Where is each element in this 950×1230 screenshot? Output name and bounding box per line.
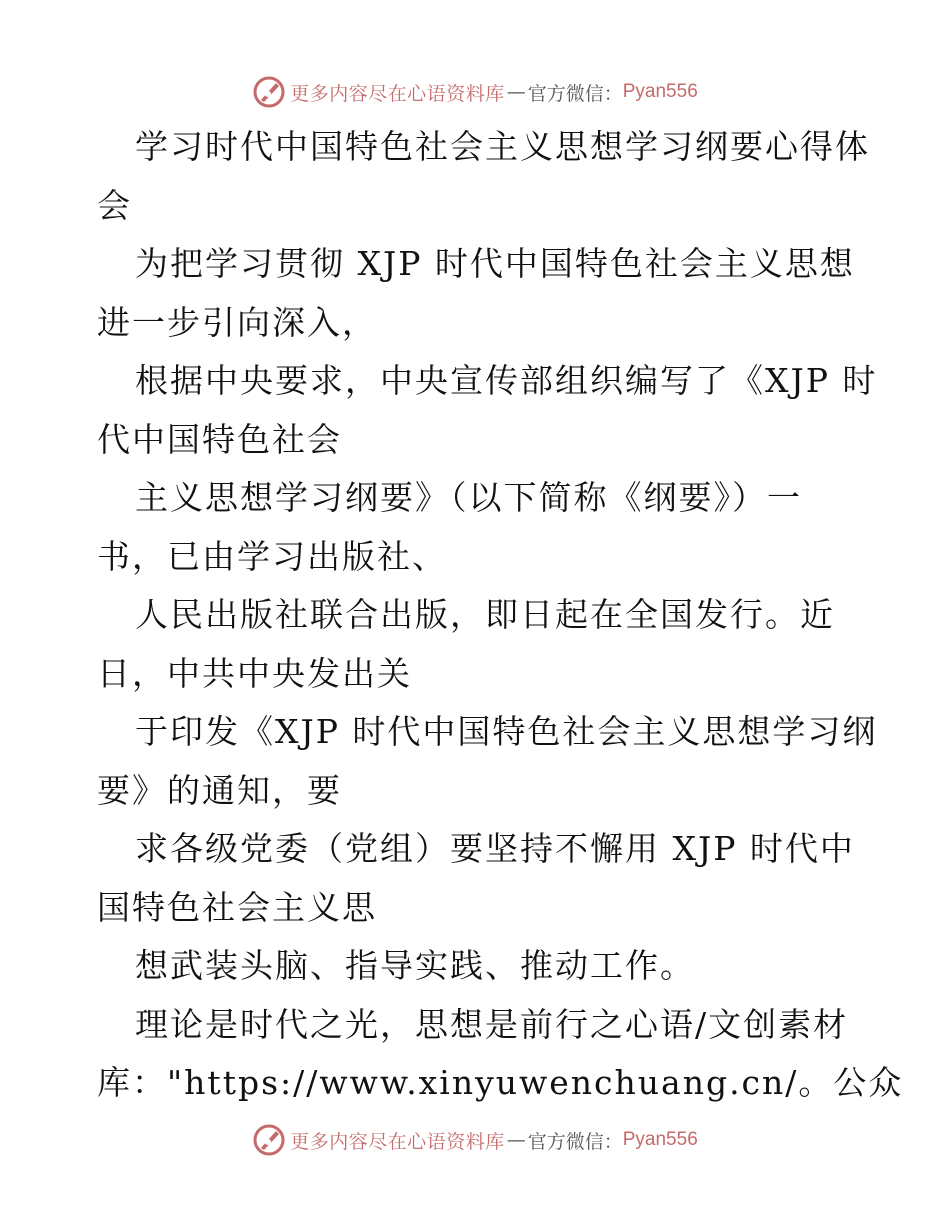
watermark-label: 官方微信： <box>527 1130 623 1153</box>
paragraph-line: 日，中共中央发出关 <box>97 653 412 693</box>
watermark-separator: — <box>506 1129 526 1151</box>
paragraph-line: 想武装头脑、指导实践、推动工作。 <box>135 946 695 985</box>
paragraph-line: 学习时代中国特色社会主义思想学习纲要心得体 <box>135 127 870 166</box>
footer-watermark <box>0 1120 950 1160</box>
quill-logo-icon <box>252 1123 286 1157</box>
paragraph-line: 库："https://www.xinyuwenchuang.cn/。公众 <box>97 1063 904 1102</box>
watermark-brand: 更多内容尽在心语资料库 <box>290 1130 505 1153</box>
paragraph-line: 为把学习贯彻 XJP 时代中国特色社会主义思想 <box>135 244 855 283</box>
paragraph-line: 要》的通知，要 <box>97 770 342 810</box>
paragraph-line: 根据中央要求，中央宣传部组织编写了《XJP 时 <box>135 361 878 400</box>
watermark-brand: 更多内容尽在心语资料库 <box>290 82 505 105</box>
paragraph-line: 求各级党委（党组）要坚持不懈用 XJP 时代中 <box>135 829 855 868</box>
watermark-wechat-id: Pyan556 <box>622 1129 698 1150</box>
paragraph-line: 国特色社会主义思 <box>97 887 377 927</box>
paragraph-line: 人民出版社联合出版，即日起在全国发行。近 <box>135 595 835 634</box>
paragraph-line: 书，已由学习出版社、 <box>97 536 447 576</box>
paragraph-line: 会 <box>97 185 132 225</box>
document-body <box>97 118 904 1113</box>
paragraph-line: 理论是时代之光，思想是前行之心语/文创素材 <box>135 1004 849 1044</box>
header-watermark <box>0 72 950 112</box>
paragraph-line: 进一步引向深入， <box>97 302 377 342</box>
watermark-separator: — <box>506 81 526 103</box>
quill-logo-icon <box>252 75 286 109</box>
watermark-wechat-id: Pyan556 <box>622 81 698 102</box>
paragraph-line: 于印发《XJP 时代中国特色社会主义思想学习纲 <box>135 712 878 751</box>
paragraph-line: 代中国特色社会 <box>97 419 342 459</box>
paragraph-line: 主义思想学习纲要》（以下简称《纲要》）一 <box>135 478 802 517</box>
watermark-label: 官方微信： <box>527 82 623 105</box>
